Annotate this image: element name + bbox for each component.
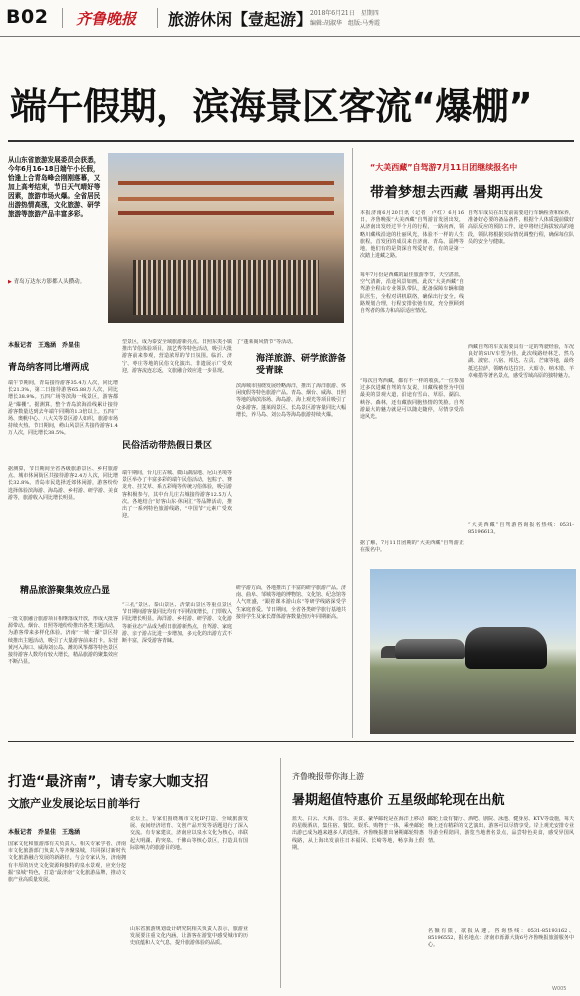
suv-convoy-photo <box>370 569 576 734</box>
lead-byline: 本报记者 王逸涵 乔显佳 <box>8 342 81 349</box>
side-body: 西藏自驾的车友需要具有一定的驾驶经验，车况良好的SUV车型为佳。此次线路经林芝、然乌湖、波密、八宿、邦达、左贡、芒康等地，最终抵达拉萨，领略布达拉宫、大昭寺、纳木错、羊卓雍措等著名景点，感受雪域高原的独特魅力。 <box>468 344 574 379</box>
cruise-kicker: 齐鲁晚报带你海上游 <box>292 772 364 781</box>
forum-headline: 打造“最济南”，请专家大咖支招 <box>8 774 209 790</box>
editor-credits: 编辑:胡淑华 组版:马秀霞 <box>310 20 381 27</box>
cruise-body: 蓝天、白云、大海、音乐、美食、豪华邮轮是在海洋上移动的星级酒店，集住宿、餐饮、娱乐、购物于一体，乘坐邮轮出游已成为越来越多人的选择。齐鲁晚报推出暑期邮轮特惠线路，从上海出发前往日本福冈、长崎等地，畅享海上假期。 <box>292 816 424 851</box>
brand-logo: 齐鲁晚报 <box>76 10 137 28</box>
side-kicker: “大美西藏”自驾游7月11日团继续报名中 <box>370 163 518 172</box>
cruise-body: 邮轮上设有餐厅、酒吧、剧院、泳池、健身房、KTV等设施，每天晚上还有精彩的文艺演出，游客可以尽情享受。岸上观光安排专业导游全程陪同，游览当地著名景点，品尝特色美食，感受异国风情。 <box>428 816 574 844</box>
col1-body: 端午节期间，青岛接待游客35.4万人次，同比增长21.3%，第二日接待游客65.88万人次，同比增长38.9%。五四广场等滨海一线景区，游客都是“爆棚”。据测算，整个青岛滨海沿线累计接待游客数量达到去年端午同期的1.3倍以上。五四广场、奥帆中心、八大关等景区游人如织，旅游市场持续火热。节日期间，崂山风景区共接待游客1.4万人次，同比增长38.5%。 <box>8 380 118 437</box>
col3-body: 滨海城市围绕发展经略海洋，推出了海洋旅游、休闲度假等特色旅游产品。青岛、烟台、威海、日照等地的海滨浴场、海岛游、海上观光等项目吸引了众多游客。蓬莱阁景区、长岛景区游客量同比大幅增长，养马岛、刘公岛等海岛旅游持续火爆。 <box>236 383 346 418</box>
forum-byline: 本报记者 乔显佳 王逸涵 <box>8 829 81 836</box>
side-body: 每年7月份是西藏的最佳旅游季节，天空湛蓝，空气清新，沿途风景如画。此次“大美西藏”自驾游全程由专业领队带队，配备保障车辆和随队医生，全程对讲机联络，确保出行安全。线路规划合理，行程安排张弛有度，充分照顾到自驾者的体力和高原适应情况。 <box>360 272 464 315</box>
cruise-headline: 暑期超值特惠价 五星级邮轮现在出航 <box>292 793 505 808</box>
side-body: “大美西藏”自驾游咨询报名热线：0531-85196613。 <box>468 522 574 536</box>
forum-body: 论坛上，专家们围绕城市文化IP打造、全域旅游发展、夜间经济培育、文创产品开发等话题进行了深入交流。有专家建议，济南应以泉水文化为核心，串联起大明湖、趵突泉、千佛山等核心景区，打造具有国际影响力的旅游目的地。 <box>130 816 248 851</box>
page-number: B02 <box>6 6 49 28</box>
side-body: 据了解，7月11日团期的“大美西藏”自驾游正在报名中。 <box>360 540 464 554</box>
headline-rule <box>8 140 574 142</box>
col2-body: 型景区，成为泰安全域旅游新亮点。日照东夷小镇推出节俗体验项目，演艺秀等特色活动，吸引大批游客前来参观，营造浓厚的节日氛围。临沂、济宁、枣庄等地的民俗文化演出、非遗展示广受欢迎，游客流连忘返，文旅融合效应进一步显现。 <box>122 339 232 374</box>
side-headline: 带着梦想去西藏 暑期再出发 <box>370 185 543 201</box>
cruise-body: 名额有限，欲报从速。咨询热线：0531-85193162、85196552，报名地点：济南市泺源大街6号齐鲁晚报旅游服务中心。 <box>428 928 574 949</box>
page-code: W005 <box>552 986 567 992</box>
photo-caption-text: 青岛万达东方影都人头攒动。 <box>13 279 86 285</box>
col3-subhead: 海洋旅游、研学旅游备受青睐 <box>256 354 347 376</box>
col2-body: 端午期间，台儿庄古城、微山湖湿地、尼山圣境等景区举办了丰富多彩的端午民俗活动，包粽子、赛龙舟、挂艾草、系五彩绳等传统习俗体验，吸引游客积极参与，其中台儿庄古城接待游客12.5万人次。各地结合“好客山东·休闲汇”等品牌活动，推出了一系列特色旅游线路，“中国节”元素广受欢迎。 <box>122 470 232 520</box>
col3-body: 了“蓬莱阁风情节”等活动。 <box>236 339 297 345</box>
col1-body: 据测算，节日期间全省各级旅游景区、乡村旅游点、城市休闲街区共接待游客2.4万人次，同比增长32.8%。青岛市民选择近郊休闲游，游客纷纷选择体验滨海游、海岛游、乡村游、研学游、美食游等，旅游收入同比增长明显。 <box>8 466 118 501</box>
section-title: 旅游休闲【壹起游】 <box>168 10 313 29</box>
caption-arrow-icon: ▶ <box>8 279 12 285</box>
photo-caption <box>8 278 104 286</box>
masthead-divider <box>157 8 158 28</box>
side-body: 本报济南6月20日讯（记者 卢红）6月16日，齐鲁晚报“大美西藏”自驾游首发团出发，从济南出发经过半个月的行程，一路向西，领略川藏线沿途的壮丽风光，体验不一样的人生旅程。首发团的成员来自济南、青岛、淄博等地，他们有的是资深自驾爱好者，有的是第一次踏上进藏之路。 <box>360 210 464 260</box>
main-headline: 端午假期，滨海景区客流“爆棚” <box>10 85 533 128</box>
mall-crowd-photo <box>108 153 344 323</box>
col1-subhead: 青岛纳客同比增两成 <box>8 363 90 373</box>
column-separator <box>352 148 353 738</box>
lead-intro: 从山东省旅游发展委员会获悉，今年6月16-18日端午小长假，恰逢上合青岛峰会刚刚落幕，又加上高考结束，节日天气晴好等因素，旅游市场火爆。全省居民出游热情高涨，文化旅游、研学旅游等旅游产品丰富多彩。 <box>8 156 101 218</box>
col2-subhead: 民俗活动带热假日景区 <box>122 441 213 451</box>
bottom-section-rule <box>8 741 574 742</box>
side-body: 自驾车成员在出发前需要进行车辆检查和保养，准备好必要的备品备件，根据个人体质提前做好高原反应的预防工作。途中将经过海拔较高的地段，领队将根据实际情况调整行程，确保每位队员的安全与健康。 <box>468 210 574 245</box>
forum-subheadline: 文旅产业发展论坛日前举行 <box>8 797 140 810</box>
masthead-divider <box>62 8 63 28</box>
forum-body: 国家文化和旅游部有关负责人、相关专家学者、济南市文化旅游部门负责人等齐聚泉城，共同探讨新时代文化旅游融合发展的新路径。与会专家认为，济南拥有丰厚的历史文化资源和独特的泉水景观，应充分挖掘“泉城”特色，打造“最济南”文化旅游品牌，推动文旅产业高质量发展。 <box>8 841 126 884</box>
col3-body: 研学游方面，各地推出了丰富的研学旅游产品。济南、曲阜、邹城等地的博物馆、文化馆、纪念馆等人气旺盛，“跟着课本游山东”等研学线路深受学生家庭喜爱。节日期间，全省各类研学旅行基地共接待学生及家长群体游客数量创历年同期新高。 <box>236 585 346 620</box>
col2-body: “三孔”景区、泰山景区、沂蒙山景区等重点景区节日期间游客量同比均有不同程度增长，门票收入同比增长明显。海洋游、乡村游、研学游、文化游等新业态产品成为假日旅游新热点，自驾游、家庭游、亲子游占比进一步增加，多元化的出游方式不断丰富，深受游客青睐。 <box>122 602 232 645</box>
issue-date: 2018年6月21日 星期四 <box>310 10 379 17</box>
forum-body: 山东省旅游规划设计研究院相关负责人表示，旅游业发展要注重文化内涵，让游客在游览中感受城市的历史底蕴和人文气息，提升旅游体验的品质。 <box>130 926 248 947</box>
column-separator <box>280 758 281 988</box>
col1-subhead-2: 精品旅游聚集效应凸显 <box>20 586 111 596</box>
side-body: “每次自驾西藏，都有不一样的收获。”一位参加过多次进藏自驾的车友说，川藏线被誉为中国最美的景观大道，沿途有雪山、草原、湖泊、峡谷、森林，还有藏族同胞热情的笑脸。自驾游最大的魅力就是可以随走随停，尽情享受沿途风光。 <box>360 378 464 421</box>
col1-body: 一批文旅融合旅游项目相继落成开放，形成大批客源带动。烟台、日照等地纷纷推出各类主题活动，为游客带来多样化体验。济南“一城一湖”景区持续推出主题活动，吸引了大量游客前来打卡。东营黄河入海口、威海刘公岛、潍坊风筝都等特色景区接待游客人数均有较大增长，精品旅游的聚集效应不断凸显。 <box>8 616 118 666</box>
